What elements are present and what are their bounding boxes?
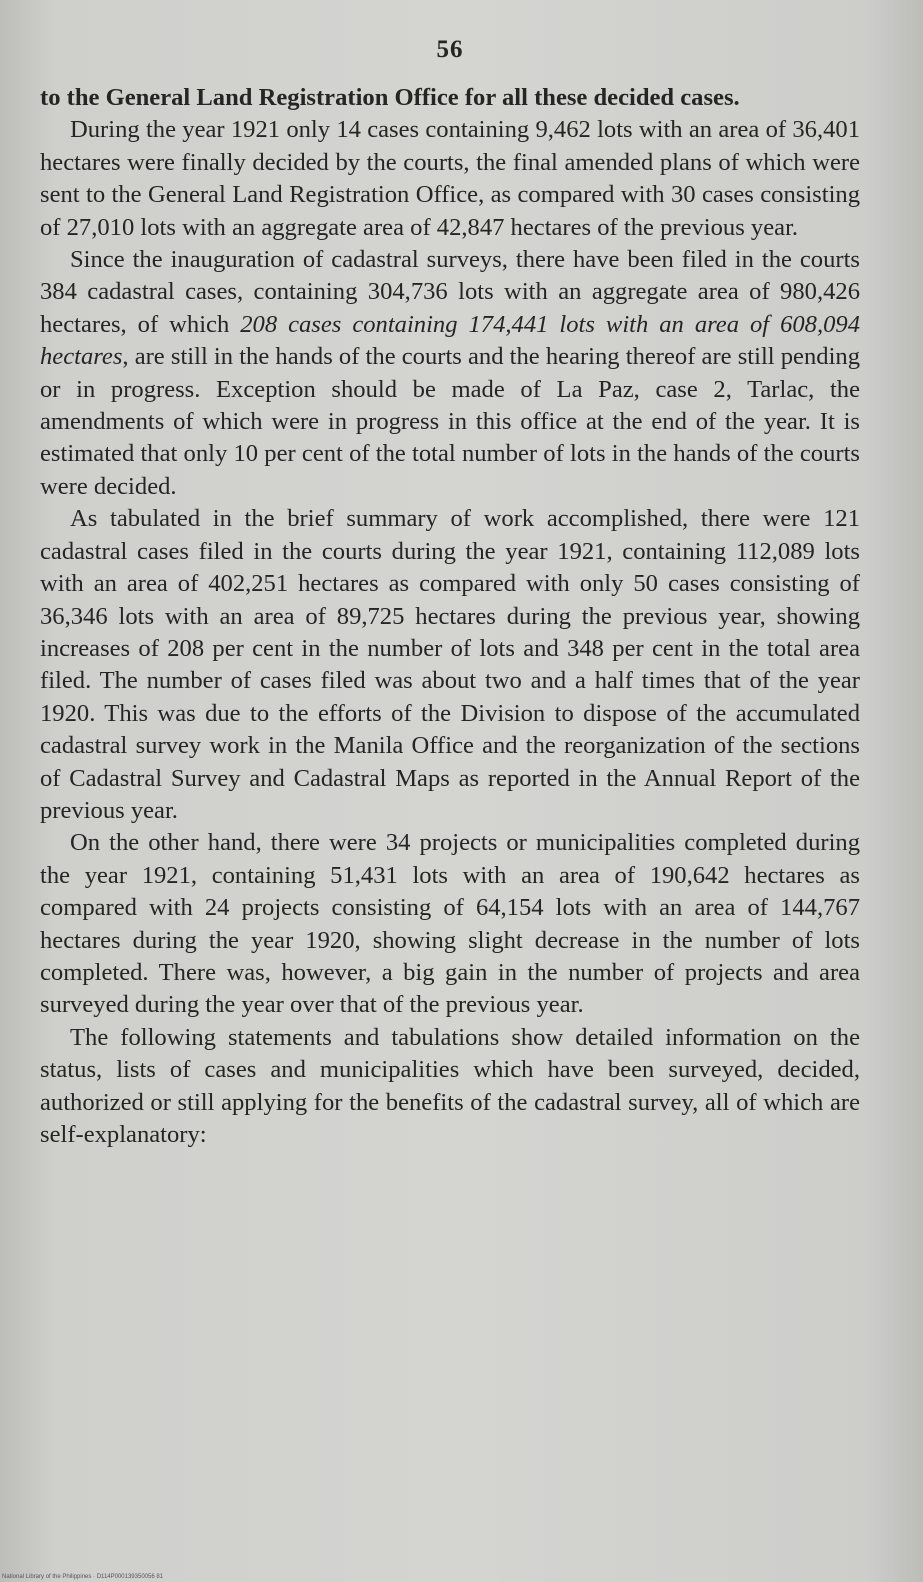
paragraph-projects-completed: On the other hand, there were 34 projects or municipalities completed during the year 1921, containing 51,431 lots with an area of 190,642 hectares as compared with 24 projects consisting of 64,154 lots with an area of 144,767 hectares during the year 1920, showing slight decrease in the number of lots completed. There was, however, a big gain in the number of projects and area surveyed during the year over that of the previous year. — [40, 829, 860, 1019]
paragraph-cases-filed-since-inauguration — [40, 244, 860, 503]
body-text — [40, 82, 860, 1151]
italic-pending-cases: 208 cases containing 174,441 lots with an area of 608,094 hectares — [40, 310, 860, 371]
paragraph-text-segment: Since the inauguration of cadastral surveys, there have been filed in the courts 384 cadastral cases, containing 304,736 lots with an aggregate area of 980,426 hectares, of which — [40, 246, 860, 338]
paragraph-following-statements: The following statements and tabulations show detailed information on the status, lists of cases and municipalities which have been surveyed, decided, authorized or still applying for the benefits of the cadastral survey, all of which are self-explanatory: — [40, 1023, 860, 1148]
page-number: 56 — [436, 36, 464, 63]
paragraph-continuation: to the General Land Registration Office for all these decided cases. — [40, 84, 740, 111]
paragraph-text-segment: , are still in the hands of the courts and the hearing thereof are still pending or in progress. Exception should be made of La Paz, case 2, Tarlac, the amendments of which were in progress in this office at the end of the year. It is estimated that only 10 per cent of the total number of lots in the hands of the courts were decided. — [40, 343, 860, 500]
scan-credit-footer: National Library of the Philippines · D114P000139350056 81 — [2, 1574, 164, 1580]
paragraph-decided-cases-1921: During the year 1921 only 14 cases containing 9,462 lots with an area of 36,401 hectares were finally decided by the courts, the final amended plans of which were sent to the General Land Registration Office, as compared with 30 cases consisting of 27,010 lots with an aggregate area of 42,847 hectares of the previous year. — [40, 116, 860, 241]
paragraph-cases-filed-1921: As tabulated in the brief summary of work accomplished, there were 121 cadastral cases filed in the courts during the year 1921, containing 112,089 lots with an area of 402,251 hectares as compared with only 50 cases consisting of 36,346 lots with an area of 89,725 hectares during the previous year, showing increases of 208 per cent in the number of lots and 348 per cent in the total area filed. The number of cases filed was about two and a half times that of the year 1920. This was due to the efforts of the Division to dispose of the accumulated cadastral survey work in the Manila Office and the reorganization of the sections of Cadastral Survey and Cadastral Maps as reported in the Annual Report of the previous year. — [40, 505, 860, 824]
